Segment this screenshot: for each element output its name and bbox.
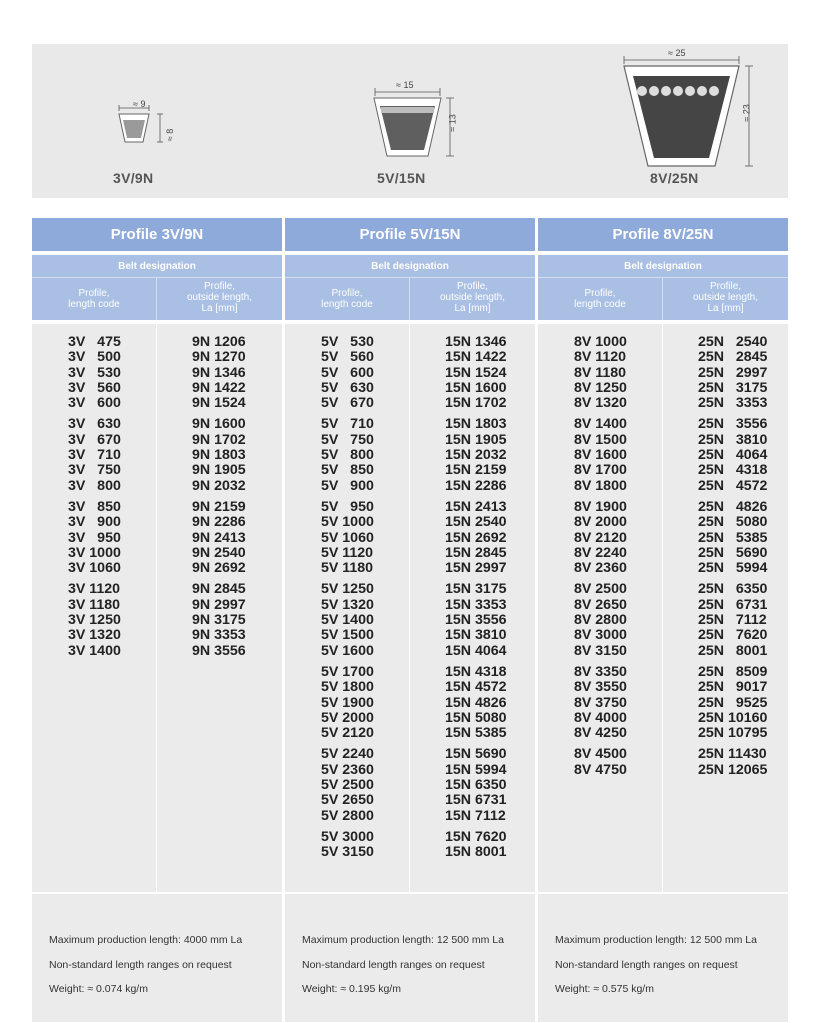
- length-code-cell: 3V 1250: [68, 612, 121, 629]
- length-group: [321, 830, 374, 861]
- outside-length-cell: 25N 7112: [698, 612, 767, 629]
- outside-length-cell: 25N 8001: [698, 642, 768, 659]
- outside-length-cell: 25N 5994: [698, 560, 768, 577]
- outside-length-cell: 15N 3810: [445, 627, 507, 644]
- outside-length-cell: 9N 2413: [192, 529, 246, 546]
- length-code-cell: 5V 2240: [321, 746, 374, 763]
- max-length-note: Maximum production length: 12 500 mm La: [555, 934, 757, 946]
- length-table: [285, 324, 535, 892]
- width-label-8v: ≈ 25: [668, 48, 686, 58]
- outside-length-cell: 25N 9525: [698, 694, 768, 711]
- length-group: [321, 665, 374, 741]
- height-label-3v: ≈ 8: [165, 128, 176, 142]
- length-group: [321, 335, 374, 411]
- outside-length-cell: 25N 3353: [698, 395, 768, 412]
- length-code-cell: 5V 710: [321, 416, 374, 433]
- belt-designation-label: Belt designation: [118, 261, 196, 272]
- length-code-cell: 5V 1700: [321, 663, 374, 680]
- length-code-cell: 3V 1000: [68, 544, 121, 561]
- outside-length-cell: 15N 2692: [445, 529, 507, 546]
- length-group: [574, 582, 627, 658]
- length-code-cell: 5V 1600: [321, 642, 374, 659]
- length-group: [321, 582, 374, 658]
- length-code-cell: 8V 1180: [574, 364, 627, 381]
- outside-length-cell: 9N 3353: [192, 627, 246, 644]
- non-standard-note: Non-standard length ranges on request: [302, 959, 485, 971]
- outside-length-header: Profile, outside length, La [mm]: [439, 281, 506, 314]
- length-group: [321, 747, 374, 823]
- length-code-cell: 5V 850: [321, 462, 374, 479]
- length-group: [192, 500, 246, 576]
- length-group: [68, 417, 121, 493]
- length-code-cell: 5V 600: [321, 364, 374, 381]
- length-group: [192, 335, 246, 411]
- outside-length-cell: 15N 4572: [445, 679, 507, 696]
- length-group: [574, 417, 627, 493]
- length-code-cell: 8V 1250: [574, 379, 627, 396]
- outside-length-cell: 9N 2032: [192, 477, 246, 494]
- outside-length-cell: 15N 4064: [445, 642, 507, 659]
- length-code-cell: 5V 950: [321, 498, 374, 515]
- outside-length-cell: 15N 2997: [445, 560, 507, 577]
- height-label-8v: ≈ 23: [741, 104, 752, 122]
- length-code-list: [68, 335, 121, 665]
- length-group: [445, 335, 507, 411]
- outside-length-cell: 15N 5080: [445, 709, 507, 726]
- outside-length-cell: 25N 3556: [698, 416, 768, 433]
- length-code-cell: 8V 1600: [574, 447, 627, 464]
- outside-length-cell: 25N 5385: [698, 529, 768, 546]
- length-code-cell: 3V 560: [68, 379, 121, 396]
- outside-length-cell: 15N 1346: [445, 334, 507, 350]
- length-code-cell: 5V 800: [321, 447, 374, 464]
- outside-length-cell: 9N 1422: [192, 379, 246, 396]
- length-group: [698, 500, 767, 576]
- length-code-cell: 5V 2500: [321, 777, 374, 794]
- length-code-cell: 5V 2650: [321, 792, 374, 809]
- profile-column-8v: [538, 218, 788, 892]
- outside-length-cell: 25N 8509: [698, 663, 768, 680]
- length-code-cell: 5V 2000: [321, 709, 374, 726]
- length-group: [68, 500, 121, 576]
- length-code-cell: 3V 600: [68, 395, 121, 412]
- length-code-cell: 8V 4500: [574, 746, 627, 763]
- outside-length-cell: 9N 1270: [192, 349, 246, 366]
- length-code-cell: 3V 1120: [68, 581, 121, 598]
- length-group: [698, 665, 767, 741]
- outside-length-cell: 9N 1600: [192, 416, 246, 433]
- profile-title: Profile 3V/9N: [32, 218, 282, 251]
- length-code-cell: 5V 1400: [321, 612, 374, 629]
- length-code-header: Profile, length code: [68, 288, 120, 310]
- outside-length-cell: 15N 2540: [445, 514, 507, 531]
- length-code-header: Profile, length code: [574, 288, 626, 310]
- divider: [285, 277, 535, 278]
- length-code-cell: 8V 2360: [574, 560, 627, 577]
- outside-length-cell: 25N 2845: [698, 349, 768, 366]
- length-code-header: Profile, length code: [321, 288, 373, 310]
- length-code-cell: 8V 2000: [574, 514, 627, 531]
- belt-name-8v: 8V/25N: [650, 170, 699, 186]
- length-code-cell: 5V 1500: [321, 627, 374, 644]
- length-code-cell: 8V 3550: [574, 679, 627, 696]
- length-group: [445, 500, 507, 576]
- width-label-3v: ≈ 9: [133, 99, 146, 109]
- profile-column-5v: [285, 218, 535, 892]
- length-code-cell: 8V 1320: [574, 395, 627, 412]
- length-code-cell: 3V 1400: [68, 642, 121, 659]
- outside-length-cell: 15N 2413: [445, 498, 507, 515]
- belt-name-5v: 5V/15N: [377, 170, 426, 186]
- length-code-cell: 5V 1060: [321, 529, 374, 546]
- outside-length-cell: 15N 2286: [445, 477, 507, 494]
- length-code-cell: 5V 1120: [321, 544, 374, 561]
- length-code-cell: 8V 3350: [574, 663, 627, 680]
- length-code-cell: 8V 4250: [574, 725, 627, 742]
- outside-length-cell: 9N 1803: [192, 447, 246, 464]
- outside-length-cell: 9N 1346: [192, 364, 246, 381]
- profile-footer-5v: [285, 894, 535, 1022]
- length-code-cell: 5V 1250: [321, 581, 374, 598]
- outside-length-cell: 15N 1422: [445, 349, 507, 366]
- length-code-cell: 3V 1060: [68, 560, 121, 577]
- divider: [156, 324, 157, 892]
- outside-length-cell: 25N 4064: [698, 447, 768, 464]
- length-code-cell: 5V 630: [321, 379, 374, 396]
- outside-length-cell: 15N 1702: [445, 395, 507, 412]
- non-standard-note: Non-standard length ranges on request: [49, 959, 232, 971]
- length-group: [698, 417, 767, 493]
- length-code-cell: 8V 2120: [574, 529, 627, 546]
- length-group: [445, 417, 507, 493]
- outside-length-header: Profile, outside length, La [mm]: [186, 281, 253, 314]
- length-code-cell: 5V 530: [321, 334, 374, 350]
- outside-length-cell: 15N 6350: [445, 777, 507, 794]
- outside-length-cell: 25N 12065: [698, 761, 768, 778]
- length-group: [574, 665, 627, 741]
- length-code-cell: 8V 1700: [574, 462, 627, 479]
- profile-title: Profile 8V/25N: [538, 218, 788, 251]
- length-group: [445, 830, 507, 861]
- length-group: [68, 582, 121, 658]
- length-code-cell: 5V 1000: [321, 514, 374, 531]
- length-group: [445, 665, 507, 741]
- length-code-cell: 5V 2120: [321, 725, 374, 742]
- length-group: [698, 582, 767, 658]
- outside-length-cell: 15N 1600: [445, 379, 507, 396]
- width-label-5v: ≈ 15: [396, 80, 414, 90]
- weight-note: Weight: ≈ 0.575 kg/m: [555, 983, 654, 995]
- length-table: [32, 324, 282, 892]
- outside-length-cell: 25N 3810: [698, 431, 768, 448]
- length-group: [192, 417, 246, 493]
- outside-length-cell: 25N 4318: [698, 462, 768, 479]
- length-code-cell: 3V 670: [68, 431, 121, 448]
- length-code-list: [574, 335, 627, 784]
- profile-title: Profile 5V/15N: [285, 218, 535, 251]
- length-code-cell: 8V 1000: [574, 334, 627, 350]
- length-code-cell: 8V 3000: [574, 627, 627, 644]
- outside-length-cell: 25N 3175: [698, 379, 768, 396]
- height-label-5v: ≈ 13: [447, 114, 458, 132]
- length-code-cell: 3V 1320: [68, 627, 121, 644]
- outside-length-cell: 25N 5080: [698, 514, 768, 531]
- length-code-cell: 3V 710: [68, 447, 121, 464]
- length-code-cell: 3V 750: [68, 462, 121, 479]
- length-group: [698, 747, 767, 778]
- weight-note: Weight: ≈ 0.074 kg/m: [49, 983, 148, 995]
- length-code-cell: 5V 670: [321, 395, 374, 412]
- outside-length-list: [445, 335, 507, 867]
- outside-length-cell: 9N 2692: [192, 560, 246, 577]
- outside-length-cell: 25N 5690: [698, 544, 768, 561]
- length-code-cell: 5V 1800: [321, 679, 374, 696]
- outside-length-header: Profile, outside length, La [mm]: [692, 281, 759, 314]
- outside-length-cell: 15N 5385: [445, 725, 507, 742]
- outside-length-cell: 9N 2997: [192, 596, 246, 613]
- outside-length-cell: 15N 2159: [445, 462, 507, 479]
- length-code-cell: 5V 3150: [321, 844, 374, 861]
- belt-designation-label: Belt designation: [371, 261, 449, 272]
- outside-length-cell: 25N 7620: [698, 627, 768, 644]
- divider: [32, 277, 282, 278]
- length-group: [698, 335, 767, 411]
- weight-note: Weight: ≈ 0.195 kg/m: [302, 983, 401, 995]
- outside-length-cell: 15N 8001: [445, 844, 507, 861]
- length-code-cell: 3V 1180: [68, 596, 121, 613]
- length-group: [574, 500, 627, 576]
- length-group: [68, 335, 121, 411]
- outside-length-cell: 9N 1702: [192, 431, 246, 448]
- length-code-cell: 5V 750: [321, 431, 374, 448]
- length-group: [321, 417, 374, 493]
- length-code-cell: 5V 2800: [321, 807, 374, 824]
- outside-length-cell: 15N 2032: [445, 447, 507, 464]
- profile-footer-8v: [538, 894, 788, 1022]
- outside-length-cell: 25N 2997: [698, 364, 768, 381]
- outside-length-cell: 15N 7620: [445, 828, 507, 845]
- length-code-cell: 8V 2500: [574, 581, 627, 598]
- length-code-cell: 5V 1320: [321, 596, 374, 613]
- outside-length-cell: 15N 6731: [445, 792, 507, 809]
- length-code-cell: 8V 1400: [574, 416, 627, 433]
- outside-length-list: [192, 335, 246, 665]
- outside-length-cell: 25N 9017: [698, 679, 768, 696]
- outside-length-cell: 9N 2845: [192, 581, 246, 598]
- outside-length-cell: 15N 3353: [445, 596, 507, 613]
- outside-length-cell: 9N 1206: [192, 334, 246, 350]
- length-code-cell: 8V 1900: [574, 498, 627, 515]
- divider: [409, 324, 410, 892]
- outside-length-cell: 15N 5994: [445, 761, 507, 778]
- length-code-cell: 8V 4750: [574, 761, 627, 778]
- length-code-cell: 5V 900: [321, 477, 374, 494]
- outside-length-cell: 15N 2845: [445, 544, 507, 561]
- outside-length-cell: 15N 4826: [445, 694, 507, 711]
- length-group: [574, 747, 627, 778]
- column-subheader: [285, 255, 535, 320]
- outside-length-cell: 25N 2540: [698, 334, 768, 350]
- length-group: [574, 335, 627, 411]
- length-code-cell: 8V 3150: [574, 642, 627, 659]
- outside-length-cell: 15N 5690: [445, 746, 507, 763]
- outside-length-cell: 9N 2159: [192, 498, 246, 515]
- belt-diagram-3v: [110, 98, 190, 156]
- length-code-cell: 5V 1900: [321, 694, 374, 711]
- length-group: [321, 500, 374, 576]
- outside-length-cell: 25N 10160: [698, 709, 768, 726]
- outside-length-cell: 25N 6350: [698, 581, 768, 598]
- outside-length-cell: 25N 4572: [698, 477, 768, 494]
- outside-length-cell: 15N 1524: [445, 364, 507, 381]
- column-subheader: [32, 255, 282, 320]
- length-code-cell: 8V 4000: [574, 709, 627, 726]
- non-standard-note: Non-standard length ranges on request: [555, 959, 738, 971]
- length-code-cell: 3V 950: [68, 529, 121, 546]
- length-code-cell: 5V 2360: [321, 761, 374, 778]
- outside-length-cell: 25N 10795: [698, 725, 768, 742]
- length-code-list: [321, 335, 374, 867]
- length-code-cell: 3V 800: [68, 477, 121, 494]
- length-group: [445, 747, 507, 823]
- profile-footer-3v: [32, 894, 282, 1022]
- divider: [662, 324, 663, 892]
- length-code-cell: 3V 475: [68, 334, 121, 350]
- outside-length-cell: 15N 1803: [445, 416, 507, 433]
- length-code-cell: 3V 500: [68, 349, 121, 366]
- outside-length-cell: 25N 11430: [698, 746, 767, 763]
- outside-length-list: [698, 335, 767, 784]
- length-code-cell: 8V 2240: [574, 544, 627, 561]
- length-code-cell: 3V 630: [68, 416, 121, 433]
- outside-length-cell: 9N 2540: [192, 544, 246, 561]
- length-code-cell: 3V 850: [68, 498, 121, 515]
- belt-name-3v: 3V/9N: [113, 170, 154, 186]
- outside-length-cell: 25N 4826: [698, 498, 768, 515]
- outside-length-cell: 15N 1905: [445, 431, 507, 448]
- length-code-cell: 8V 2800: [574, 612, 627, 629]
- length-code-cell: 8V 1800: [574, 477, 627, 494]
- outside-length-cell: 15N 4318: [445, 663, 507, 680]
- length-code-cell: 3V 900: [68, 514, 121, 531]
- outside-length-cell: 9N 1524: [192, 395, 246, 412]
- max-length-note: Maximum production length: 4000 mm La: [49, 934, 243, 946]
- length-code-cell: 8V 1120: [574, 349, 627, 366]
- length-code-cell: 8V 3750: [574, 694, 627, 711]
- column-subheader: [538, 255, 788, 320]
- length-group: [192, 582, 246, 658]
- outside-length-cell: 15N 7112: [445, 807, 506, 824]
- outside-length-cell: 9N 2286: [192, 514, 246, 531]
- length-code-cell: 3V 530: [68, 364, 121, 381]
- length-code-cell: 8V 2650: [574, 596, 627, 613]
- belt-designation-label: Belt designation: [624, 261, 702, 272]
- outside-length-cell: 9N 3556: [192, 642, 246, 659]
- length-code-cell: 8V 1500: [574, 431, 627, 448]
- profile-column-3v: [32, 218, 282, 892]
- length-group: [445, 582, 507, 658]
- length-code-cell: 5V 560: [321, 349, 374, 366]
- max-length-note: Maximum production length: 12 500 mm La: [302, 934, 504, 946]
- length-code-cell: 5V 1180: [321, 560, 374, 577]
- outside-length-cell: 15N 3175: [445, 581, 507, 598]
- length-table: [538, 324, 788, 892]
- outside-length-cell: 15N 3556: [445, 612, 507, 629]
- outside-length-cell: 9N 3175: [192, 612, 246, 629]
- outside-length-cell: 9N 1905: [192, 462, 246, 479]
- length-code-cell: 5V 3000: [321, 828, 374, 845]
- outside-length-cell: 25N 6731: [698, 596, 768, 613]
- divider: [538, 277, 788, 278]
